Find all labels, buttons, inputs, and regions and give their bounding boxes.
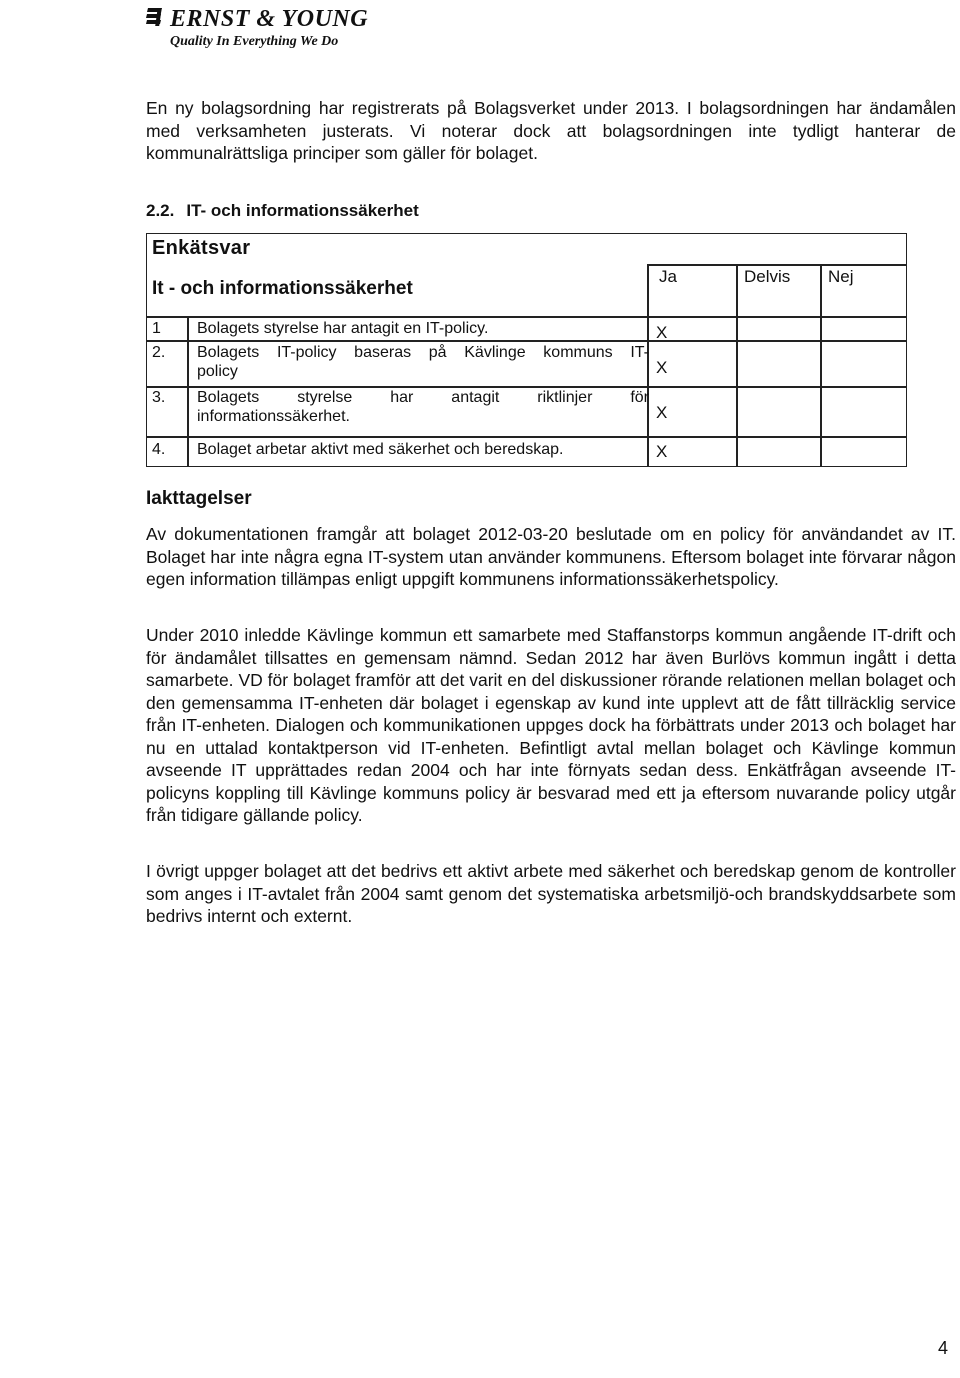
row-number: 4. <box>152 441 166 458</box>
company-logo <box>146 6 368 50</box>
row-text: Bolaget arbetar aktivt med säkerhet och beredskap. <box>197 441 564 458</box>
intro-paragraph: En ny bolagsordning har registrerats på Bolagsverket under 2013. I bolagsordningen har ändamålen med verksamheten justerats. Vi noterar dock att bolagsordningen inte tydligt hanterar de kommunalrättsliga principer som gäller för bolaget. <box>146 98 956 163</box>
divider <box>187 316 189 466</box>
observation-paragraph-3: I övrigt uppger bolaget att det bedrivs ett aktivt arbete med säkerhet och beredskap genom de kontroller som anges i IT-avtalet från 2004 samt genom det systematiska arbetsmiljö-och brandskyddsarbete som bedrivs internt och externt. <box>146 861 956 926</box>
divider <box>647 264 906 266</box>
divider <box>147 386 906 388</box>
answer-ja: X <box>656 323 668 342</box>
column-ja: Ja <box>659 267 677 286</box>
row-text-line: Bolagets styrelse har antagit riktlinjer för <box>197 389 649 406</box>
company-name: ERNST & YOUNG <box>170 6 369 32</box>
observation-paragraph-2: Under 2010 inledde Kävlinge kommun ett samarbete med Staffanstorps kommun angående IT-drift och för ändamålet tillsattes en gemensam nämnd. Sedan 2012 har även Burlövs kommun ingått i detta samarbete. VD för bolaget framför att det varit en del diskussioner rörande relationen mellan bolaget och den gemensamma IT-enheten där bolaget i egenskap av kund inte upplevt att de fått tillräcklig service från IT-enheten. Dialogen och kommunikationen uppges dock ha förbättrats under 2013 och bolaget har nu en uttalad kontaktperson vid IT-enheten. Befintligt avtal mellan bolaget och Kävlinge kommun avseende IT upprättades redan 2004 och har inte förnyats sedan dess. Enkätfrågan avseende IT-policyns koppling till Kävlinge kommuns policy är besvarad med ett ja eftersom nuvarande policy utgår från tidigare gällande policy. <box>146 625 956 825</box>
survey-table <box>146 233 907 467</box>
page-number: 4 <box>938 1338 949 1358</box>
column-nej: Nej <box>828 267 854 286</box>
row-text-line: Bolagets IT-policy baseras på Kävlinge kommuns IT- <box>197 344 649 361</box>
company-tagline: Quality In Everything We Do <box>170 34 339 49</box>
survey-subheading: It - och informationssäkerhet <box>152 278 413 299</box>
divider <box>147 436 906 438</box>
row-text-line: informationssäkerhet. <box>197 408 350 425</box>
row-text: Bolagets styrelse har antagit en IT-policy. <box>197 320 489 337</box>
section-number: 2.2. <box>146 201 175 220</box>
row-number: 1 <box>152 320 161 337</box>
row-number: 2. <box>152 344 166 361</box>
column-delvis: Delvis <box>744 267 791 286</box>
observations-heading: Iakttagelser <box>146 488 252 509</box>
observation-paragraph-1: Av dokumentationen framgår att bolaget 2012-03-20 beslutade om en policy för användandet av IT. Bolaget har inte några egna IT-system utan använder kommunens. Eftersom bolaget inte förvarar någon egen information tillämpas enligt uppgift kommunens informationssäkerhetspolicy. <box>146 524 956 589</box>
ey-logo-icon <box>146 6 164 33</box>
divider <box>147 316 906 318</box>
row-number: 3. <box>152 389 166 406</box>
answer-ja: X <box>656 403 668 422</box>
answer-ja: X <box>656 358 668 377</box>
survey-heading: Enkätsvar <box>152 237 251 259</box>
section-title: IT- och informationssäkerhet <box>186 201 419 220</box>
row-text-line: policy <box>197 363 238 380</box>
answer-ja: X <box>656 442 668 461</box>
divider <box>147 340 906 342</box>
section-heading <box>146 201 419 221</box>
